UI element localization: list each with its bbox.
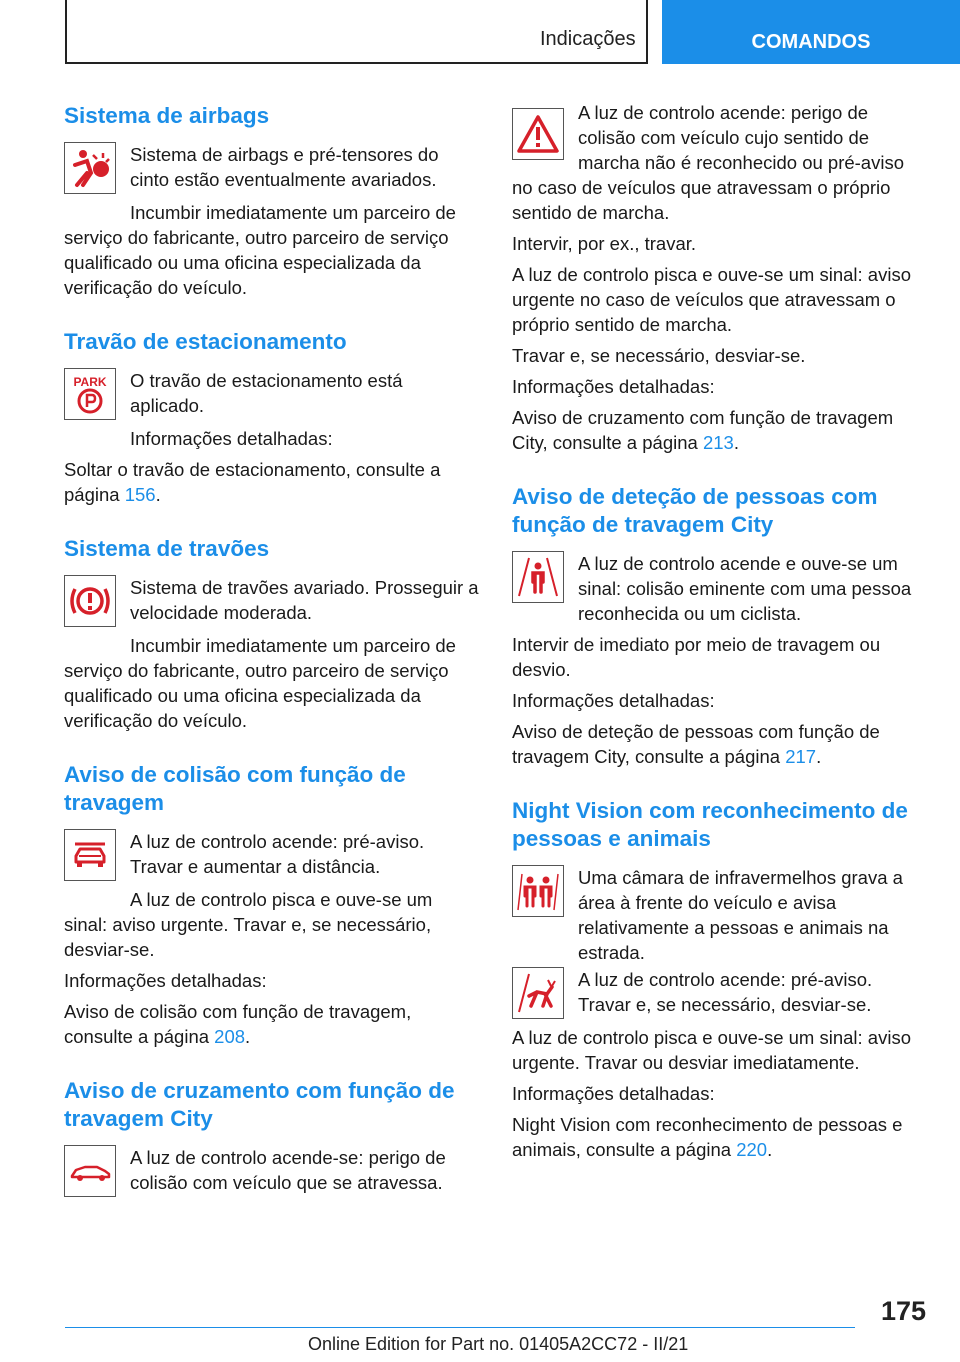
collision-warning-icon xyxy=(64,829,116,881)
heading-crossing: Aviso de cruzamento com função de travagem City xyxy=(64,1078,455,1131)
persons-reference-end: . xyxy=(816,746,822,767)
footer-divider xyxy=(65,1327,855,1328)
heading-park: Travão de estacionamento xyxy=(64,329,347,354)
left-column xyxy=(64,102,479,1225)
crossing-cont-reference xyxy=(512,405,927,455)
section-park xyxy=(64,328,479,507)
persons-reference-text: Aviso de deteção de pessoas com função de travagem City, consulte a página xyxy=(512,721,880,767)
night-vision-reference xyxy=(512,1112,927,1162)
park-icon-label: PARK xyxy=(73,375,107,389)
header-tab-comandos-label: COMANDOS xyxy=(751,31,871,53)
airbag-warning-icon xyxy=(64,142,116,194)
section-collision xyxy=(64,761,479,1049)
header-tab-indicacoes[interactable]: Indicações xyxy=(540,28,636,50)
link-page-208[interactable]: 208 xyxy=(214,1026,246,1047)
section-airbags xyxy=(64,102,479,300)
park-reference-text: Soltar o travão de estacionamento, consulte a página xyxy=(64,459,441,505)
header-tab-comandos[interactable] xyxy=(662,0,960,64)
crossing-car-icon xyxy=(64,1145,116,1197)
night-vision-info-label: Informações detalhadas: xyxy=(512,1083,715,1104)
park-info-label: Informações detalhadas: xyxy=(130,428,333,449)
section-night-vision xyxy=(512,797,927,1162)
park-reference xyxy=(64,457,479,507)
crossing-cont-icon-text: A luz de controlo acende: perigo de colisão com veículo cujo sentido de marcha não é reconhecido ou pré-aviso no caso de veículos que atravessam o próprio sentido de marcha. xyxy=(512,102,904,223)
link-page-220[interactable]: 220 xyxy=(736,1139,768,1160)
collision-info-label: Informações detalhadas: xyxy=(64,970,267,991)
night-vision-icon-text-1: Uma câmara de infravermelhos grava a área à frente do veículo e avisa relativamente a pessoas e animais na estrada. xyxy=(578,867,903,963)
brake-warning-icon xyxy=(64,575,116,627)
heading-persons: Aviso de deteção de pessoas com função de travagem City xyxy=(512,484,878,537)
brakes-paragraph: Incumbir imediatamente um parceiro de serviço do fabricante, outro parceiro de serviço qualificado ou uma oficina especializada da verificação do veículo. xyxy=(64,635,456,731)
night-vision-animal-icon xyxy=(512,967,564,1019)
airbags-icon-text: Sistema de airbags e pré-tensores do cinto estão eventualmente avariados. xyxy=(130,144,439,190)
crossing-reference-text: Aviso de cruzamento com função de travagem City, consulte a página xyxy=(512,407,894,453)
section-crossing-continued xyxy=(512,100,927,455)
crossing-cont-info-label: Informações detalhadas: xyxy=(512,376,715,397)
pedestrian-warning-icon xyxy=(512,551,564,603)
crossing-icon-text: A luz de controlo acende-se: perigo de colisão com veículo que se atravessa. xyxy=(130,1147,446,1193)
crossing-cont-p3: Travar e, se necessário, desviar-se. xyxy=(512,345,806,366)
night-vision-reference-end: . xyxy=(767,1139,773,1160)
link-page-217[interactable]: 217 xyxy=(785,746,817,767)
warning-triangle-icon xyxy=(512,108,564,160)
link-page-213[interactable]: 213 xyxy=(702,432,734,453)
section-brakes xyxy=(64,535,479,733)
persons-icon-text: A luz de controlo acende e ouve-se um sinal: colisão eminente com uma pessoa reconhecida ou um ciclista. xyxy=(578,553,912,624)
crossing-cont-p2: A luz de controlo pisca e ouve-se um sinal: aviso urgente no caso de veículos que atravessam o próprio sentido de marcha. xyxy=(512,264,911,335)
section-crossing xyxy=(64,1077,479,1197)
page-number: 175 xyxy=(880,1296,926,1326)
heading-collision: Aviso de colisão com função de travagem xyxy=(64,762,406,815)
crossing-reference-end: . xyxy=(733,432,739,453)
collision-icon-text: A luz de controlo acende: pré-aviso. Travar e aumentar a distância. xyxy=(130,831,425,877)
night-vision-icon-text-2: A luz de controlo acende: pré-aviso. Travar e, se necessário, desviar-se. xyxy=(578,969,873,1015)
night-vision-reference-text: Night Vision com reconhecimento de pessoas e animais, consulte a página xyxy=(512,1114,903,1160)
heading-night-vision: Night Vision com reconhecimento de pessoas e animais xyxy=(512,798,908,851)
persons-reference xyxy=(512,719,927,769)
collision-reference xyxy=(64,999,479,1049)
link-page-156[interactable]: 156 xyxy=(124,484,156,505)
persons-p1: Intervir de imediato por meio de travagem ou desvio. xyxy=(512,634,881,680)
park-reference-end: . xyxy=(155,484,161,505)
crossing-cont-p1: Intervir, por ex., travar. xyxy=(512,233,697,254)
night-vision-persons-icon xyxy=(512,865,564,917)
footer-edition: Online Edition for Part no. 01405A2CC72 - II/21 xyxy=(308,1334,689,1354)
collision-reference-end: . xyxy=(245,1026,251,1047)
collision-reference-text: Aviso de colisão com função de travagem, consulte a página xyxy=(64,1001,412,1047)
park-icon-text: O travão de estacionamento está aplicado. xyxy=(130,370,403,416)
collision-paragraph: A luz de controlo pisca e ouve-se um sinal: aviso urgente. Travar e, se necessário, desviar-se. xyxy=(64,889,433,960)
night-vision-p1: A luz de controlo pisca e ouve-se um sinal: aviso urgente. Travar ou desviar imediatamente. xyxy=(512,1027,911,1073)
section-persons xyxy=(512,483,927,769)
right-column xyxy=(512,100,927,1190)
heading-brakes: Sistema de travões xyxy=(64,536,270,561)
heading-airbags: Sistema de airbags xyxy=(64,103,270,128)
airbags-paragraph: Incumbir imediatamente um parceiro de serviço do fabricante, outro parceiro de serviço qualificado ou uma oficina especializada da verificação do veículo. xyxy=(64,202,456,298)
persons-info-label: Informações detalhadas: xyxy=(512,690,715,711)
park-brake-icon xyxy=(64,368,116,420)
brakes-icon-text: Sistema de travões avariado. Prosseguir a velocidade moderada. xyxy=(130,577,479,623)
